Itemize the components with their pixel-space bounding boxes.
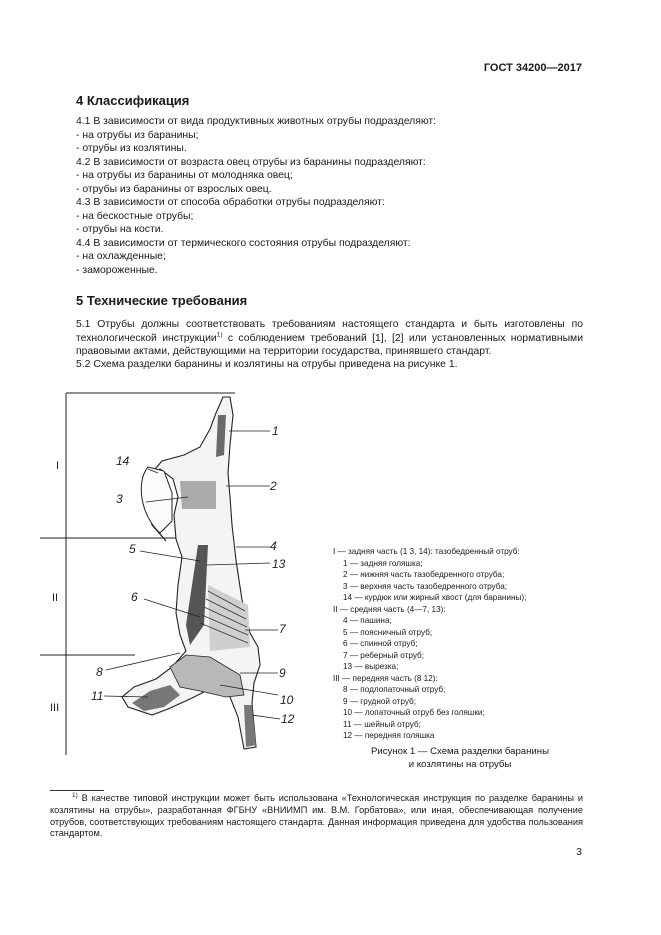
callout-number: 1 [272, 424, 279, 438]
footnote [50, 793, 583, 840]
footnote-ref: 1) [216, 331, 223, 339]
section-4-line: - на отрубы из баранины от молодняка овец; [76, 170, 293, 181]
section-5-title: 5 Технические требования [76, 293, 248, 308]
callout-number: 10 [280, 693, 294, 707]
callout-number: 12 [281, 712, 295, 726]
footnote-text: В качестве типовой инструкции может быть использована «Технологическая инструкция по разделке баранины и козлятины на отрубы», разработанная ФГБНУ «ВНИИМП им. В.М. Горбатова», или иная, обеспечивающая получение отрубов, соответствующих требованиям настоящего стандарта. Данная информация приведена для удобства пользования стандартом. [50, 793, 583, 839]
page-number: 3 [576, 846, 582, 858]
figure-caption [330, 746, 590, 771]
paragraph-5-1-text-a: 5.1 Отрубы должны соответствовать требованиям настоящего стандарта и быть изготовлены по технологической инструкции [76, 319, 583, 344]
legend-line: I — задняя часть (1 3, 14): тазобедренный отруб: [333, 547, 520, 556]
callout-number: 6 [131, 590, 138, 604]
legend-line: 4 — пашина; [343, 616, 392, 625]
section-4-line: 4.3 В зависимости от способа обработки отрубы подразделяют: [76, 197, 385, 208]
section-4-line: 4.2 В зависимости от возраста овец отрубы из баранины подразделяют: [76, 156, 426, 168]
section-4-body [76, 115, 436, 277]
figure-legend [333, 546, 593, 742]
callout-number: 14 [116, 454, 130, 468]
legend-line: II — средняя часть (4—7, 13): [333, 604, 446, 614]
callout-number: 9 [279, 666, 286, 680]
document-code: ГОСТ 34200—2017 [483, 62, 582, 74]
legend-line: III — передняя часть (8 12): [333, 673, 438, 683]
legend-line: 14 — курдюк или жирный хвост (для баранины); [343, 593, 527, 602]
legend-line: 3 — верхняя часть тазобедренного отруба; [343, 581, 508, 591]
zone-label: I [56, 460, 60, 472]
section-4-title: 4 Классификация [76, 93, 190, 108]
legend-line: 5 — поясничный отруб; [343, 627, 433, 637]
section-4-line: - отрубы на кости. [76, 224, 164, 235]
pelvis-shading [180, 481, 216, 509]
legend-line: 11 — шейный отруб; [343, 719, 421, 729]
callout-number: 2 [270, 479, 277, 493]
paragraph-5-2: 5.2 Схема разделки баранины и козлятины на отрубы приведена на рисунке 1. [76, 359, 458, 370]
legend-line: 13 — вырезка; [343, 662, 399, 671]
fat-tail-shape [141, 467, 172, 533]
legend-line: 2 — нижняя часть тазобедренного отруба; [343, 570, 505, 579]
callout-number: 11 [91, 689, 104, 703]
footnote-mark: 1) [72, 791, 78, 799]
callout-number: 7 [279, 622, 286, 636]
section-4-line: 4.1 В зависимости от вида продуктивных животных отрубы подразделяют: [76, 116, 437, 127]
legend-line: 9 — грудной отруб; [343, 696, 416, 706]
section-4-line: - на отрубы из баранины; [76, 129, 199, 141]
zone-label: II [52, 592, 59, 604]
legend-line: 1 — задняя голяшка; [343, 558, 423, 568]
legend-line: 7 — реберный отруб; [343, 650, 424, 660]
callout-number: 5 [129, 542, 136, 556]
section-4-line: - отрубы из баранины от взрослых овец. [76, 183, 272, 195]
section-4-line: - на бескостные отрубы; [76, 210, 194, 222]
zone-label: III [50, 702, 60, 714]
callout-number: 3 [116, 492, 123, 506]
legend-line: 8 — подлопаточный отруб; [343, 685, 446, 694]
section-4-line: - на охлажденные; [76, 251, 166, 262]
footnote-divider [50, 790, 104, 791]
paragraph-5-1-text-b: с соблюдением требований [1], [2] или установленных нормативными правовыми актами, действующими на территории государства, принявшего стандарт. [76, 332, 583, 357]
paragraph-5-1 [76, 318, 583, 359]
section-4-line: - отрубы из козлятины. [76, 143, 187, 154]
legend-line: 6 — спинной отруб; [343, 639, 418, 648]
caption-line-1: Рисунок 1 — Схема разделки баранины [371, 746, 549, 757]
callout-number: 8 [96, 665, 103, 679]
caption-line-2: и козлятины на отрубы [408, 758, 512, 770]
legend-line: 12 — передняя голяшка [343, 731, 435, 740]
legend-line: 10 — лопаточный отруб без голяшки; [343, 708, 485, 717]
section-4-line: - замороженные. [76, 264, 158, 276]
carcass-cutting-diagram [40, 385, 340, 765]
callout-number: 4 [270, 539, 277, 553]
callout-number: 13 [272, 557, 286, 571]
section-4-line: 4.4 В зависимости от термического состояния отрубы подразделяют: [76, 237, 411, 249]
